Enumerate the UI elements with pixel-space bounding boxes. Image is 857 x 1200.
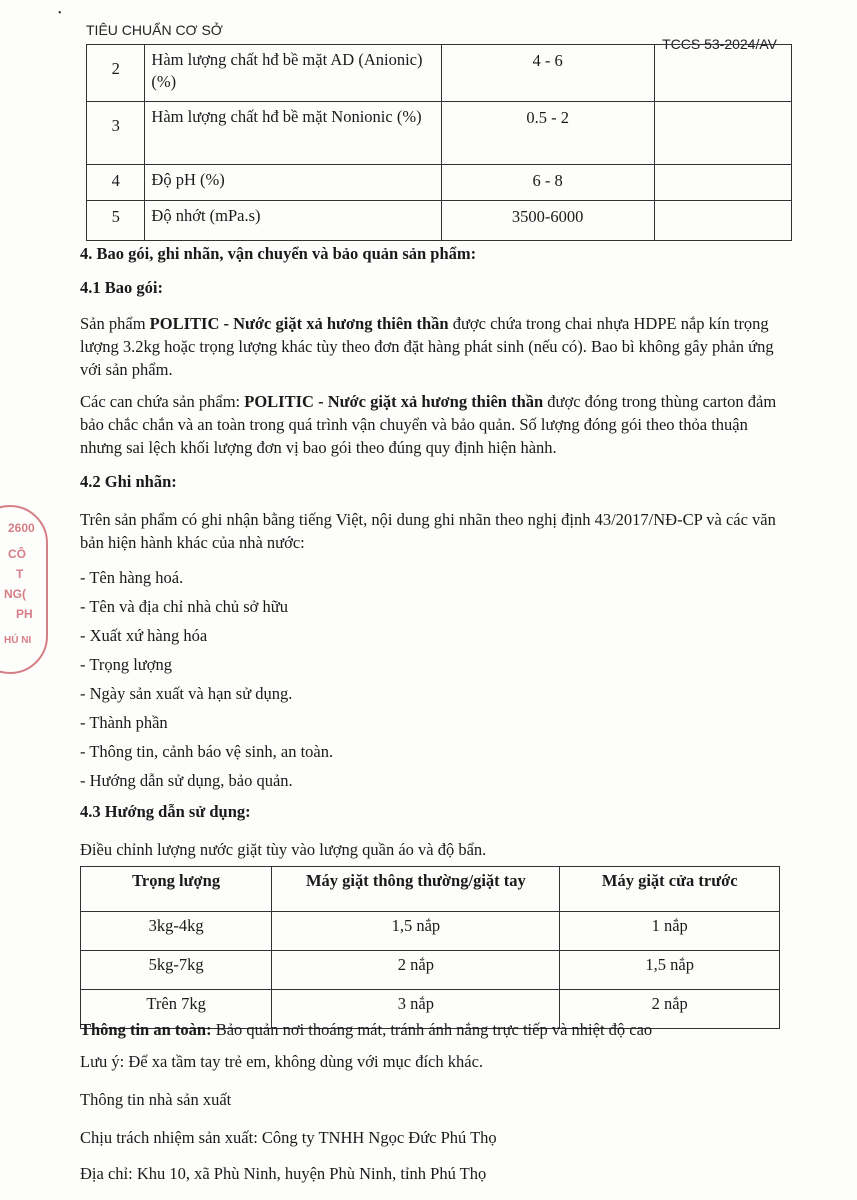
criterion-value: 4 - 6 [441, 45, 654, 102]
spec-table [86, 44, 792, 241]
packaging-paragraph-1 [80, 312, 792, 381]
blank-cell [654, 165, 791, 201]
blank-cell [654, 201, 791, 241]
table-cell: 1,5 nắp [272, 912, 560, 951]
stamp-text: CÔ [8, 547, 26, 561]
criterion-name: Hàm lượng chất hđ bề mặt Nonionic (%) [145, 102, 441, 165]
text-span: được đóng trong thùng carton đảm bảo chắc chắn và an toàn trong quá trình vận chuyển và bảo quản. Số lượng đóng gói theo thỏa thuận nhưng sai lệch khối lượng đơn vị bao gói theo đúng quy định hiện hành. [80, 392, 777, 457]
safety-info [80, 1018, 792, 1041]
label-item: - Thông tin, cảnh báo vệ sinh, an toàn. [80, 742, 334, 761]
table-row [87, 165, 792, 201]
responsible-party: Chịu trách nhiệm sản xuất: Công ty TNHH Ngọc Đức Phú Thọ [80, 1128, 497, 1147]
product-name: POLITIC - Nước giặt xả hương thiên thần [149, 314, 449, 333]
usage-table [80, 866, 780, 1029]
label-item: - Xuất xứ hàng hóa [80, 626, 208, 645]
criterion-name: Hàm lượng chất hđ bề mặt AD (Anionic) (%) [145, 45, 441, 102]
stamp-text: HÚ NI [4, 635, 32, 646]
table-cell: 1,5 nắp [560, 951, 780, 990]
column-header: Máy giặt cửa trước [560, 867, 780, 912]
criterion-name: Độ nhớt (mPa.s) [145, 201, 441, 241]
safety-label: Thông tin an toàn: [80, 1020, 212, 1039]
criterion-value: 0.5 - 2 [441, 102, 654, 165]
table-cell: 2 nắp [560, 990, 780, 1029]
table-cell: 5kg-7kg [81, 951, 272, 990]
label-item: - Hướng dẫn sử dụng, bảo quản. [80, 771, 293, 790]
table-header-row [81, 867, 780, 912]
stamp-text: PH [16, 607, 33, 621]
table-row [87, 45, 792, 102]
row-number: 4 [87, 165, 145, 201]
label-item: - Thành phần [80, 713, 168, 732]
table-row [81, 912, 780, 951]
section-4-1-heading: 4.1 Bao gói: [80, 278, 163, 297]
stamp-text: NG( [4, 587, 26, 601]
manufacturer-title: Thông tin nhà sản xuất [80, 1090, 232, 1109]
label-item: - Ngày sản xuất và hạn sử dụng. [80, 684, 293, 703]
usage-intro: Điều chỉnh lượng nước giặt tùy vào lượng quần áo và độ bẩn. [80, 840, 487, 859]
blank-cell [654, 45, 791, 102]
table-cell: Trên 7kg [81, 990, 272, 1029]
row-number: 3 [87, 102, 145, 165]
stamp-text: T [16, 567, 24, 581]
blank-cell [654, 102, 791, 165]
label-item: - Trọng lượng [80, 655, 172, 674]
label-item: - Tên và địa chỉ nhà chủ sở hữu [80, 597, 288, 616]
label-item: - Tên hàng hoá. [80, 568, 184, 587]
stamp-text: 2600 [8, 521, 35, 535]
header-left: TIÊU CHUẨN CƠ SỞ [86, 22, 223, 38]
section-4-2-heading: 4.2 Ghi nhãn: [80, 472, 177, 491]
section-4-heading: 4. Bao gói, ghi nhãn, vận chuyển và bảo quản sản phẩm: [80, 244, 477, 263]
header-right: TCCS 53-2024/AV [662, 36, 777, 52]
company-stamp [0, 505, 48, 674]
packaging-paragraph-2 [80, 390, 792, 459]
row-number: 5 [87, 201, 145, 241]
criterion-value: 6 - 8 [441, 165, 654, 201]
note: Lưu ý: Để xa tầm tay trẻ em, không dùng với mục đích khác. [80, 1052, 484, 1071]
section-4-3-heading: 4.3 Hướng dẫn sử dụng: [80, 802, 251, 821]
criterion-name: Độ pH (%) [145, 165, 441, 201]
text-span: Các can chứa sản phẩm: [80, 392, 245, 411]
table-row [87, 201, 792, 241]
column-header: Máy giặt thông thường/giặt tay [272, 867, 560, 912]
manufacturer-address: Địa chỉ: Khu 10, xã Phù Ninh, huyện Phù Ninh, tỉnh Phú Thọ [80, 1164, 487, 1183]
criterion-value: 3500-6000 [441, 201, 654, 241]
table-cell: 3 nắp [272, 990, 560, 1029]
table-row [81, 951, 780, 990]
table-row [87, 102, 792, 165]
table-cell: 3kg-4kg [81, 912, 272, 951]
table-cell: 2 nắp [272, 951, 560, 990]
row-number: 2 [87, 45, 145, 102]
text-span: được chứa trong chai nhựa HDPE nắp kín trọng lượng 3.2kg hoặc trọng lượng khác tùy theo đơn đặt hàng phát sinh (nếu có). Bao bì không gây phản ứng với sản phẩm. [80, 314, 774, 379]
table-cell: 1 nắp [560, 912, 780, 951]
text-span: Sản phẩm [80, 314, 150, 333]
speck: • [58, 8, 62, 19]
product-name: POLITIC - Nước giặt xả hương thiên thần [244, 392, 544, 411]
labeling-intro: Trên sản phẩm có ghi nhận bằng tiếng Việt, nội dung ghi nhãn theo nghị định 43/2017/NĐ-CP và các văn bản hiện hành khác của nhà nước: [80, 510, 776, 552]
column-header: Trọng lượng [81, 867, 272, 912]
safety-text: Bảo quản nơi thoáng mát, tránh ánh nắng trực tiếp và nhiệt độ cao [211, 1020, 653, 1039]
